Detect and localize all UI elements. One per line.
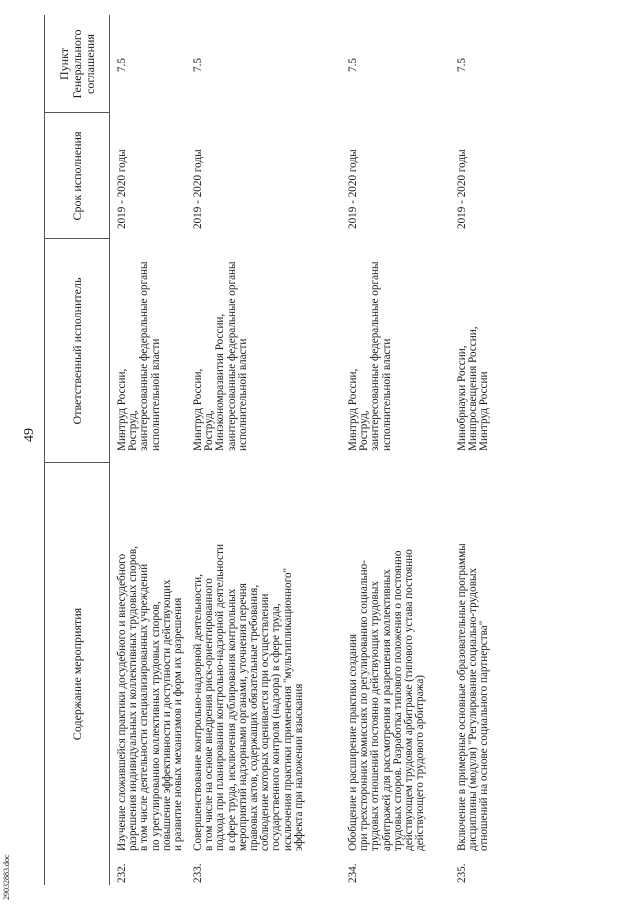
row-content: Обобщение и расширение практики создания при трехсторонних комиссиях по регулированию социально- трудовых отношений постоянно действующих трудовых арбитражей для рассмотрения и разрешения коллективных трудовых споров. Разработка типового положения о постоянно действующем трудовом арбитраже (типового устава постоянно действующего трудового арбитража) <box>347 549 427 851</box>
row-responsible: Минтруд России, Роструд, Минэкономразвития России, заинтересованные федеральные органы исполнительной власти <box>192 261 249 451</box>
row-point: 7.5 <box>192 58 204 72</box>
row-responsible: Минтруд России, Роструд, заинтересованные федеральные органы исполнительной власти <box>116 261 162 451</box>
header-term: Срок исполнения <box>45 113 110 239</box>
rotated-page <box>22 15 622 885</box>
page-number: 49 <box>22 428 37 442</box>
row-number: 235. <box>456 863 468 883</box>
row-content: Изучение сложившейся практики досудебного и внесудебного разрешения индивидуальных и коллективных трудовых споров, в том числе деятельности специализированных учреждений по урегулированию коллективных трудовых споров, повышение эффективности и доступности действующих и развитие новых механизмов и форм их разрешения <box>116 546 185 851</box>
row-point: 7.5 <box>456 58 468 72</box>
row-term: 2019 - 2020 годы <box>347 149 359 229</box>
header-divider <box>45 462 109 463</box>
row-term: 2019 - 2020 годы <box>116 149 128 229</box>
row-term: 2019 - 2020 годы <box>192 149 204 229</box>
row-term: 2019 - 2020 годы <box>456 149 468 229</box>
row-point: 7.5 <box>347 58 359 72</box>
header-divider <box>45 238 109 239</box>
header-responsible: Ответственный исполнитель <box>45 239 110 463</box>
row-number: 232. <box>116 863 128 883</box>
header-divider <box>45 112 109 113</box>
header-point: Пункт Генерального соглашения <box>45 15 110 113</box>
activities-table <box>44 15 623 885</box>
row-number: 234. <box>347 863 359 883</box>
header-content: Содержание мероприятия <box>45 463 110 885</box>
row-responsible: Минобрнауки России, Минпросвещения России, Минтруд России <box>456 326 491 451</box>
document-filename: 29032883.doc <box>2 854 11 900</box>
row-content: Совершенствование контрольно-надзорной деятельности, в том числе на основе внедрения риск-ориентированного подхода при планировании контрольно-надзорной деятельности в сфере труда, исключения дублирования контрольных мероприятий надзорными органами, уточнения перечня правовых актов, содержащих обязательные требования, соблюдение которых оценивается при осуществлении государственного контроля (надзора) в сфере труда, исключения практики применения "мультипликационного" эффекта при наложении взыскания <box>192 544 305 851</box>
row-number: 233. <box>192 863 204 883</box>
row-point: 7.5 <box>116 58 128 72</box>
row-content: Включение в примерные основные образовательные программы дисциплины (модуля) "Регулирование социально-трудовых отношений на основе социального партнерства" <box>456 543 491 851</box>
row-responsible: Минтруд России, Роструд, заинтересованные федеральные органы исполнительной власти <box>347 261 393 451</box>
